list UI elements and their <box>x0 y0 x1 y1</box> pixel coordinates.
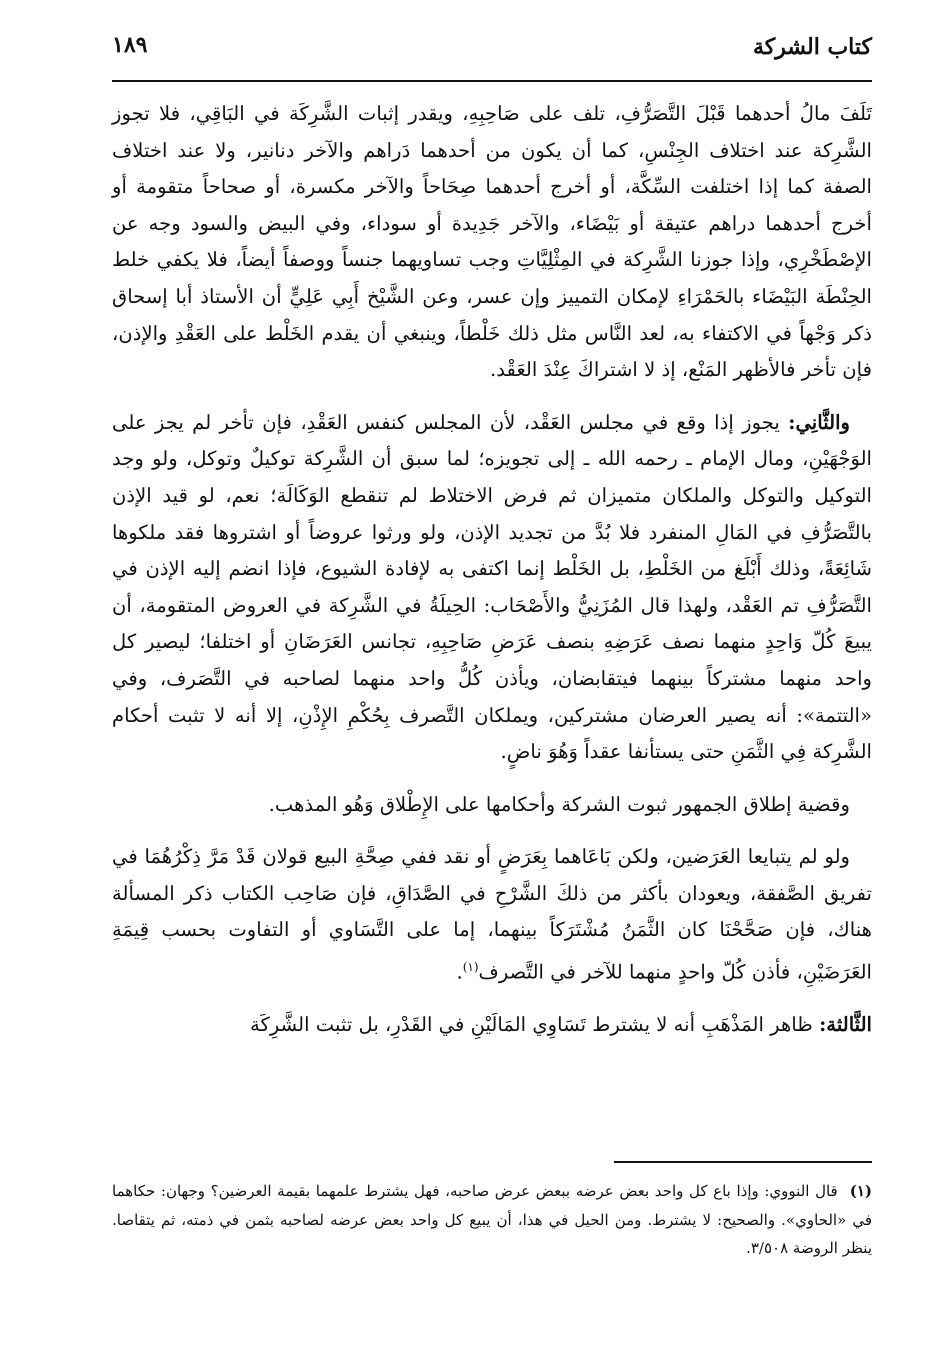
footnote-marker: (١) <box>849 1182 872 1200</box>
paragraph-sale-of-goods: ولو لم يتبايعا العَرَضين، ولكن بَاعَاهما بِعَرَضٍ أو نقد ففي صِحَّةِ البيع قولان قَدْ مَرَّ ذِكْرُهُمَا في تفريق الصَّفقة، ويعودان بأكثر من ذلكَ الشَّرْحِ في الصَّدَاقِ، فإن صَاحِب الكتاب ذكر المسألة هناك، فإن صَحَّحْنَا كان الثَّمَنُ مُشْتَرَكاً بينهما، إما على التَّسَاوي أو التفاوت بحسب قِيمَةِ العَرَضَيْنِ، فأذن كُلّ واحدٍ منهما للآخر في التَّصرف$^{(١)}$. <box>112 845 872 984</box>
paragraph-majority-view <box>112 787 872 824</box>
paragraph-third-issue <box>112 1007 872 1044</box>
paragraph-lead: الثَّالثة: <box>819 1013 872 1037</box>
footnote-reference: (١) <box>462 960 479 975</box>
paragraph-text: ظاهر المَذْهَبِ أنه لا يشترط تَسَاوِي المَالَيْنِ في القَدْرِ، بل تثبت الشَّرِكَة <box>250 1013 820 1037</box>
paragraph-text: تَلَفَ مالُ أحدهما قَبْلَ التَّصَرُّفِ، تلف على صَاحِبِهِ، ويقدر إثبات الشَّرِكَة في البَاقِي، فلا تجوز الشَّرِكة عند اختلاف الجِنْسِ، كما أن يكون من أحدهما دَراهم والآخر دنانير، ولا عند اختلاف الصفة كما إذا اختلفت السِّكَّة، أو أخرج أحدهما صِحَاحاً والآخر مكسرة، أو صحاحاً متقومة أو أخرج أحدهما دراهم عتيقة أو بَيْضَاء، والآخر جَدِيدة أو سوداء، وفي البيض والسود وجه عن الإصْطَخْرِي، وإذا جوزنا الشَّرِكة في المِثْلِيَّاتِ وجب تساويهما جنساً ووصفاً أيضاً، فلا يكفي خلط الحِنْطَة البَيْضَاء بالحَمْرَاءِ لإمكان التمييز وإن عسر، وعن الشَّيْخ أَبِي عَلِيٍّ أن الأستاذ أبا إسحاق ذكر وَجْهاً في الاكتفاء به، لعد النَّاس مثل ذلك خَلْطاً، وينبغي أن يقدم الخَلْط على العَقْدِ والإذن، فإن تأخر فالأظهر المَنْع، إذ لا اشتراكَ عِنْدَ العَقْد. <box>112 102 872 382</box>
footnote <box>112 1177 872 1263</box>
paragraph-text: ولو لم يتبايعا العَرَضين، ولكن بَاعَاهما بِعَرَضٍ أو نقد ففي صِحَّةِ البيع قولان قَدْ مَرَّ ذِكْرُهُمَا في تفريق الصَّفقة، ويعودان بأكثر من ذلكَ الشَّرْحِ في الصَّدَاقِ، فإن صَاحِب الكتاب ذكر المسألة هناك، فإن صَحَّحْنَا كان الثَّمَنُ مُشْتَرَكاً بينهما، إما على التَّسَاوي أو التفاوت بحسب قِيمَةِ العَرَضَيْنِ، فأذن كُلّ واحدٍ منهما للآخر في التَّصرف <box>112 845 872 984</box>
book-title: كتاب الشركة <box>752 34 872 60</box>
paragraph-lead: والثَّانِي: <box>788 410 850 434</box>
paragraph-second-view <box>112 405 872 771</box>
running-header <box>112 30 872 82</box>
paragraph-continuation <box>112 96 872 389</box>
paragraph-text: يجوز إذا وقع في مجلس العَقْد، لأن المجلس كنفس العَقْدِ، فإن تأخر لم يجز على الوَجْهَيْنِ، ومال الإمام ـ رحمه الله ـ إلى تجويزه؛ لما سبق أن الشَّرِكة توكيلٌ وتوكل، ولو وجد التوكيل والتوكل والملكان متميزان ثم فرض الاختلاط لم تنقطع الوَكَالَة؛ نعم، لو قيد الإذن بالتَّصَرُّفِ في المَالِ المنفرد فلا بُدَّ من تجديد الإذن، ولو ورثوا عروضاً أو اشتروها فقد ملكوها شَائِعَةً، وذلك أَبْلَغ من الخَلْطِ، بل الخَلْط إنما اكتفى به لإفادة الشيوع، فإذا انضم إليه الإذن في التَّصَرُّفِ تم العَقْد، ولهذا قال المُزَنِيُّ والأَصْحَاب: الحِيلَةُ في الشَّرِكة في العروض المتقومة، أن يبيعَ كُلّ وَاحِدٍ منهما نصف عَرَضِهِ بنصف عَرَضِ صَاحِبِهِ، تجانس العَرَضَانِ أو اختلفا؛ ليصير كل واحد منهما مشتركاً بينهما فيتقابضان، ويأذن كُلُّ واحد منهما لصاحبه في التَّصَرف، وفي «التتمة»: أنه يصير العرضان مشتركين، ويملكان التَّصرف بِحُكْمِ الإِذْنِ، إلا أنه لا تثبت أحكام الشَّرِكة فِي الثَّمَنِ حتى يستأنفا عقداً وَهُوَ ناضٍ. <box>112 410 872 764</box>
footnote-text: قال النووي: وإذا باع كل واحد بعض عرضه ببعض عرض صاحبه، فهل يشترط علمهما بقيمة العرضين؟ وجهان: حكاهما في «الحاوي». والصحيح: لا يشترط. ومن الحيل في هذا، أن يبيع كل واحد بعض عرضه لصاحبه بثمن في ذمته، ثم يتقاصا. ينظر الروضة ٣/٥٠٨. <box>112 1182 872 1257</box>
main-text <box>112 96 872 1044</box>
footnote-divider <box>614 1161 872 1163</box>
paragraph-text: وقضية إطلاق الجمهور ثبوت الشركة وأحكامها على الإِطْلاق وَهُو المذهب. <box>268 792 850 816</box>
page-number: ١٨٩ <box>112 32 148 58</box>
